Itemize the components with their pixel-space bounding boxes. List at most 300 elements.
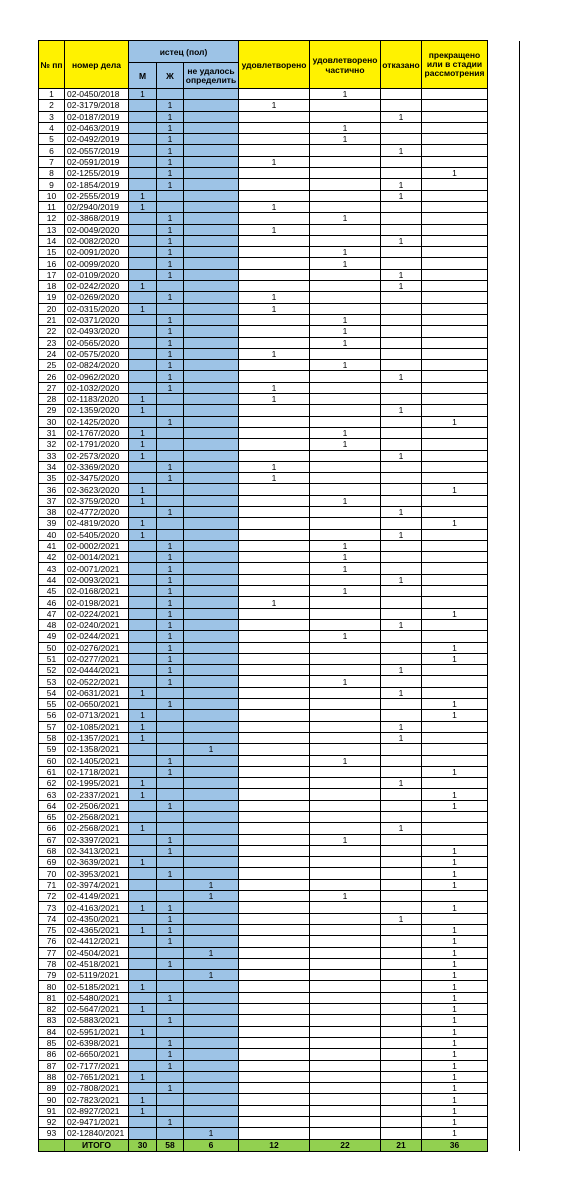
table-row (39, 529, 520, 540)
row-number: 5 (39, 134, 65, 145)
cell-male (129, 744, 157, 755)
cell-female: 1 (157, 992, 184, 1003)
table-row (39, 755, 520, 766)
cell-unknown (184, 292, 239, 303)
cell-male: 1 (129, 427, 157, 438)
cell-unknown: 1 (184, 947, 239, 958)
cell-male: 1 (129, 1004, 157, 1015)
table-row (39, 992, 520, 1003)
cell-refused (381, 416, 422, 427)
table-row (39, 812, 520, 823)
cell-male (129, 1128, 157, 1139)
case-number: 02-1183/2020 (65, 394, 129, 405)
cell-terminated (422, 834, 488, 845)
cell-male: 1 (129, 450, 157, 461)
cell-satisfied (239, 450, 310, 461)
cell-refused: 1 (381, 190, 422, 201)
table-row (39, 292, 520, 303)
case-number: 02/2940/2019 (65, 201, 129, 212)
cell-partial: 1 (310, 360, 381, 371)
cell-satisfied (239, 506, 310, 517)
cell-unknown (184, 1105, 239, 1116)
cell-partial: 1 (310, 540, 381, 551)
case-number: 02-1032/2020 (65, 382, 129, 393)
cell-satisfied: 1 (239, 348, 310, 359)
case-number: 02-3974/2021 (65, 879, 129, 890)
cell-refused (381, 540, 422, 551)
cell-partial (310, 1060, 381, 1071)
cell-unknown (184, 574, 239, 585)
header-unknown: не удалось определить (184, 63, 239, 89)
table-row (39, 258, 520, 269)
cell-unknown (184, 676, 239, 687)
cell-refused (381, 653, 422, 664)
cell-terminated (422, 134, 488, 145)
cell-terminated (422, 156, 488, 167)
cell-male: 1 (129, 281, 157, 292)
row-number: 49 (39, 631, 65, 642)
row-number: 92 (39, 1117, 65, 1128)
row-number: 52 (39, 665, 65, 676)
cell-male (129, 631, 157, 642)
cell-male (129, 156, 157, 167)
case-number: 02-4149/2021 (65, 891, 129, 902)
case-number: 02-0565/2020 (65, 337, 129, 348)
cell-unknown (184, 868, 239, 879)
cell-partial (310, 269, 381, 280)
table-row (39, 337, 520, 348)
cell-satisfied (239, 563, 310, 574)
cell-partial: 1 (310, 337, 381, 348)
row-number: 56 (39, 710, 65, 721)
cell-female: 1 (157, 1049, 184, 1060)
cell-male: 1 (129, 1026, 157, 1037)
cell-female: 1 (157, 631, 184, 642)
cell-partial (310, 1026, 381, 1037)
cell-terminated (422, 540, 488, 551)
cell-unknown (184, 563, 239, 574)
cell-partial: 1 (310, 495, 381, 506)
cell-female: 1 (157, 902, 184, 913)
cell-female: 1 (157, 913, 184, 924)
cell-terminated: 1 (422, 992, 488, 1003)
cell-terminated (422, 755, 488, 766)
cell-unknown: 1 (184, 879, 239, 890)
cell-terminated: 1 (422, 789, 488, 800)
cell-terminated: 1 (422, 653, 488, 664)
row-number: 73 (39, 902, 65, 913)
cell-male: 1 (129, 721, 157, 732)
cell-refused: 1 (381, 235, 422, 246)
cell-partial (310, 450, 381, 461)
table-row (39, 845, 520, 856)
cell-refused: 1 (381, 269, 422, 280)
cell-partial (310, 190, 381, 201)
cell-refused (381, 642, 422, 653)
cell-male (129, 247, 157, 258)
case-number: 02-0631/2021 (65, 687, 129, 698)
case-number: 02-2506/2021 (65, 800, 129, 811)
cell-female (157, 891, 184, 902)
cell-terminated (422, 247, 488, 258)
cell-terminated (422, 427, 488, 438)
cell-refused: 1 (381, 111, 422, 122)
cell-partial (310, 597, 381, 608)
cell-terminated: 1 (422, 958, 488, 969)
cell-refused (381, 213, 422, 224)
row-number: 16 (39, 258, 65, 269)
table-row (39, 721, 520, 732)
cell-female (157, 427, 184, 438)
cell-partial (310, 235, 381, 246)
case-number: 02-3413/2021 (65, 845, 129, 856)
cell-partial (310, 348, 381, 359)
cell-partial: 1 (310, 326, 381, 337)
case-number: 02-7651/2021 (65, 1071, 129, 1082)
row-number: 32 (39, 439, 65, 450)
cell-satisfied: 1 (239, 382, 310, 393)
cell-satisfied (239, 484, 310, 495)
cell-unknown (184, 247, 239, 258)
cell-refused (381, 1004, 422, 1015)
cell-terminated: 1 (422, 936, 488, 947)
cell-satisfied (239, 89, 310, 100)
cell-refused (381, 981, 422, 992)
row-number: 43 (39, 563, 65, 574)
case-number: 02-12840/2021 (65, 1128, 129, 1139)
cell-satisfied (239, 122, 310, 133)
cell-partial (310, 902, 381, 913)
case-number: 02-0522/2021 (65, 676, 129, 687)
case-number: 02-0242/2020 (65, 281, 129, 292)
cell-partial (310, 1128, 381, 1139)
cell-male: 1 (129, 823, 157, 834)
cell-male: 1 (129, 1094, 157, 1105)
table-row (39, 518, 520, 529)
cell-terminated (422, 529, 488, 540)
case-number: 02-0224/2021 (65, 608, 129, 619)
cell-terminated (422, 473, 488, 484)
header-female: Ж (157, 63, 184, 89)
case-number: 02-7808/2021 (65, 1083, 129, 1094)
row-number: 78 (39, 958, 65, 969)
table-row (39, 1015, 520, 1026)
cell-satisfied (239, 1117, 310, 1128)
cell-female: 1 (157, 619, 184, 630)
cell-male (129, 879, 157, 890)
cell-terminated: 1 (422, 1049, 488, 1060)
cell-female: 1 (157, 597, 184, 608)
case-number: 02-1357/2021 (65, 732, 129, 743)
cell-unknown (184, 111, 239, 122)
case-number: 02-4819/2020 (65, 518, 129, 529)
cell-male (129, 1015, 157, 1026)
row-number: 87 (39, 1060, 65, 1071)
row-number: 33 (39, 450, 65, 461)
cell-unknown (184, 834, 239, 845)
cell-female (157, 439, 184, 450)
cell-terminated: 1 (422, 699, 488, 710)
cell-unknown (184, 314, 239, 325)
cell-satisfied (239, 710, 310, 721)
table-row (39, 1026, 520, 1037)
cell-male (129, 676, 157, 687)
cell-unknown (184, 1060, 239, 1071)
cell-refused (381, 122, 422, 133)
row-number: 47 (39, 608, 65, 619)
row-number: 45 (39, 586, 65, 597)
cell-terminated: 1 (422, 970, 488, 981)
cell-satisfied (239, 732, 310, 743)
cell-satisfied (239, 179, 310, 190)
table-row (39, 235, 520, 246)
case-number: 02-9471/2021 (65, 1117, 129, 1128)
cell-male (129, 326, 157, 337)
row-number: 80 (39, 981, 65, 992)
cell-terminated (422, 574, 488, 585)
cell-terminated: 1 (422, 845, 488, 856)
case-number: 02-1425/2020 (65, 416, 129, 427)
cell-female (157, 970, 184, 981)
header-case-number: номер дела (65, 41, 129, 89)
table-row (39, 484, 520, 495)
cell-refused (381, 348, 422, 359)
cell-unknown (184, 269, 239, 280)
table-row (39, 156, 520, 167)
cell-partial (310, 1071, 381, 1082)
cell-unknown (184, 360, 239, 371)
cell-terminated (422, 258, 488, 269)
cell-male (129, 891, 157, 902)
row-number: 74 (39, 913, 65, 924)
row-number: 35 (39, 473, 65, 484)
cell-terminated: 1 (422, 1004, 488, 1015)
table-row (39, 879, 520, 890)
cell-female: 1 (157, 168, 184, 179)
case-number: 02-4365/2021 (65, 924, 129, 935)
cell-partial (310, 179, 381, 190)
table-row (39, 1105, 520, 1116)
cell-satisfied (239, 269, 310, 280)
case-number: 02-0824/2020 (65, 360, 129, 371)
table-row (39, 563, 520, 574)
cell-refused: 1 (381, 574, 422, 585)
cell-unknown (184, 789, 239, 800)
table-row (39, 778, 520, 789)
cell-male: 1 (129, 405, 157, 416)
row-number: 57 (39, 721, 65, 732)
cell-unknown (184, 1049, 239, 1060)
cell-terminated (422, 201, 488, 212)
case-number: 02-3868/2019 (65, 213, 129, 224)
cell-partial (310, 506, 381, 517)
cell-satisfied (239, 586, 310, 597)
cell-female: 1 (157, 371, 184, 382)
cell-terminated (422, 676, 488, 687)
table-row (39, 597, 520, 608)
cell-satisfied (239, 642, 310, 653)
cell-satisfied (239, 891, 310, 902)
row-number: 93 (39, 1128, 65, 1139)
cell-refused: 1 (381, 823, 422, 834)
table-row (39, 924, 520, 935)
total-terminated: 36 (422, 1139, 488, 1151)
cell-unknown (184, 382, 239, 393)
cell-male (129, 1049, 157, 1060)
case-number: 02-2555/2019 (65, 190, 129, 201)
case-number: 02-1767/2020 (65, 427, 129, 438)
row-number: 37 (39, 495, 65, 506)
cell-satisfied: 1 (239, 201, 310, 212)
cell-partial: 1 (310, 631, 381, 642)
cell-female: 1 (157, 653, 184, 664)
row-number: 11 (39, 201, 65, 212)
table-row (39, 586, 520, 597)
cell-terminated: 1 (422, 642, 488, 653)
cell-satisfied (239, 857, 310, 868)
row-number: 21 (39, 314, 65, 325)
cell-terminated (422, 687, 488, 698)
cell-partial: 1 (310, 552, 381, 563)
case-number: 02-8927/2021 (65, 1105, 129, 1116)
cell-refused (381, 247, 422, 258)
row-number: 71 (39, 879, 65, 890)
case-number: 02-1791/2020 (65, 439, 129, 450)
cell-terminated (422, 394, 488, 405)
cell-unknown (184, 506, 239, 517)
table-row (39, 348, 520, 359)
cell-refused (381, 360, 422, 371)
row-number: 75 (39, 924, 65, 935)
row-number: 3 (39, 111, 65, 122)
table-row (39, 89, 520, 100)
cell-refused (381, 924, 422, 935)
cell-terminated (422, 450, 488, 461)
table-row (39, 902, 520, 913)
cell-partial (310, 789, 381, 800)
cell-unknown (184, 201, 239, 212)
cell-refused (381, 461, 422, 472)
cell-terminated: 1 (422, 1071, 488, 1082)
table-row (39, 145, 520, 156)
case-number: 02-0650/2021 (65, 699, 129, 710)
cell-unknown (184, 845, 239, 856)
cell-refused (381, 168, 422, 179)
cell-satisfied (239, 1015, 310, 1026)
cell-female (157, 190, 184, 201)
cell-refused (381, 303, 422, 314)
cell-satisfied (239, 665, 310, 676)
row-number: 85 (39, 1037, 65, 1048)
cell-male (129, 235, 157, 246)
cell-terminated (422, 461, 488, 472)
cell-male: 1 (129, 710, 157, 721)
cell-terminated: 1 (422, 1026, 488, 1037)
case-number: 02-1995/2021 (65, 778, 129, 789)
cell-terminated (422, 744, 488, 755)
cell-terminated (422, 552, 488, 563)
cell-female (157, 744, 184, 755)
cell-terminated: 1 (422, 1037, 488, 1048)
table-row (39, 981, 520, 992)
cell-male (129, 213, 157, 224)
cell-partial (310, 145, 381, 156)
cell-female: 1 (157, 179, 184, 190)
cell-partial (310, 405, 381, 416)
cell-unknown (184, 303, 239, 314)
cell-terminated (422, 100, 488, 111)
cell-terminated: 1 (422, 416, 488, 427)
cell-female (157, 1026, 184, 1037)
cell-terminated (422, 89, 488, 100)
row-number: 76 (39, 936, 65, 947)
cell-male (129, 292, 157, 303)
row-number: 24 (39, 348, 65, 359)
cell-terminated (422, 303, 488, 314)
cell-refused (381, 1060, 422, 1071)
table-row (39, 823, 520, 834)
case-number: 02-0109/2020 (65, 269, 129, 280)
table-row (39, 382, 520, 393)
table-row (39, 427, 520, 438)
total-partial: 22 (310, 1139, 381, 1151)
cell-refused: 1 (381, 665, 422, 676)
cell-refused (381, 710, 422, 721)
header-num: № пп (39, 41, 65, 89)
cell-partial (310, 100, 381, 111)
cell-refused: 1 (381, 619, 422, 630)
cell-terminated (422, 213, 488, 224)
cell-female: 1 (157, 1117, 184, 1128)
cell-terminated (422, 122, 488, 133)
cell-male: 1 (129, 687, 157, 698)
case-number: 02-3623/2020 (65, 484, 129, 495)
cell-satisfied: 1 (239, 156, 310, 167)
cell-partial (310, 574, 381, 585)
cell-refused (381, 1037, 422, 1048)
cell-unknown (184, 913, 239, 924)
cell-female: 1 (157, 540, 184, 551)
cell-refused (381, 744, 422, 755)
cell-refused (381, 134, 422, 145)
cell-partial (310, 721, 381, 732)
table-row (39, 653, 520, 664)
cell-partial (310, 473, 381, 484)
cell-male (129, 936, 157, 947)
cell-female (157, 1105, 184, 1116)
cell-unknown (184, 258, 239, 269)
cell-female: 1 (157, 292, 184, 303)
table-row (39, 891, 520, 902)
cell-satisfied (239, 879, 310, 890)
cell-partial (310, 766, 381, 777)
cell-male (129, 800, 157, 811)
cell-partial: 1 (310, 122, 381, 133)
table-row (39, 947, 520, 958)
row-number: 84 (39, 1026, 65, 1037)
cell-satisfied (239, 145, 310, 156)
cell-terminated (422, 778, 488, 789)
table-row (39, 766, 520, 777)
cell-female: 1 (157, 699, 184, 710)
cell-terminated (422, 337, 488, 348)
cell-terminated (422, 619, 488, 630)
cell-female: 1 (157, 800, 184, 811)
cell-male (129, 913, 157, 924)
cell-male (129, 473, 157, 484)
cell-terminated (422, 732, 488, 743)
cell-female: 1 (157, 360, 184, 371)
